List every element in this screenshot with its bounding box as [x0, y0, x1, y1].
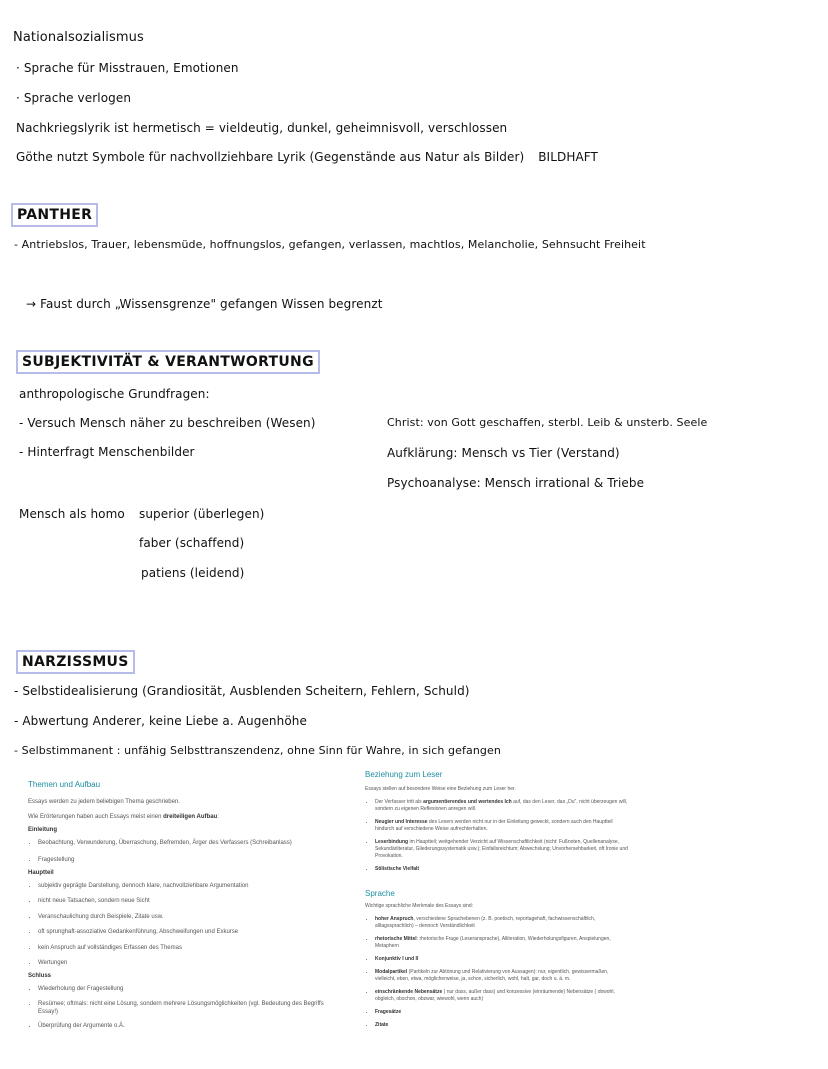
print-left-heading: Themen und Aufbau: [28, 780, 101, 789]
list-item: • nicht neue Tatsachen, sondern neue Sicht: [38, 897, 348, 905]
list-item: • Der Verfasser tritt als argumentierendes und wertendes Ich auf, das den Leser, das „Du", nicht überzeugen will, sondern zu eigenen Reflexionen anregen will.: [375, 798, 630, 813]
right-line-2: Aufklärung: Mensch vs Tier (Verstand): [387, 446, 620, 460]
print-right-panel: [365, 770, 630, 1034]
list-item: • rhetorische Mittel: rhetorische Frage (Leseransprache), Alliteration, Wiederholungsfiguren, Anspielungen, Metaphern: [375, 935, 630, 950]
print-left-schluss: Schluss: [28, 973, 52, 980]
homo-item-3: patiens (leidend): [141, 566, 245, 580]
narz-line-1: - Selbstidealisierung (Grandiosität, Ausblenden Scheitern, Fehlern, Schuld): [14, 684, 470, 698]
homo-intro: Mensch als homo: [19, 507, 125, 521]
nazi-line-1: · Sprache für Misstrauen, Emotionen: [16, 61, 239, 75]
list-item: • kein Anspruch auf vollständiges Erfassen des Themas: [38, 944, 348, 952]
print-right-heading2: Sprache: [365, 888, 395, 898]
print-left-einleitung-list: [28, 839, 348, 864]
notes-title: Nationalsozialismus: [13, 30, 144, 45]
print-right-intro2: Wichtige sprachliche Merkmale des Essays sind:: [365, 902, 474, 909]
list-item: • subjektiv geprägte Darstellung, dennoch klare, nachvollziehbare Argumentation: [38, 882, 348, 890]
list-item: • Veranschaulichung durch Beispiele, Zitate usw.: [38, 913, 348, 921]
anthro-line: anthropologische Grundfragen:: [19, 387, 210, 401]
print-left-panel: [28, 780, 348, 1031]
panther-heading: PANTHER: [11, 203, 98, 227]
list-item: • Resümee; oftmals: nicht eine Lösung, sondern mehrere Lösungsmöglichkeiten (vgl. Bedeutung des Begriffs Essay!): [38, 1000, 338, 1017]
goethe-text: Göthe nutzt Symbole für nachvollziehbare Lyrik (Gegenstände aus Natur als Bilder): [16, 150, 525, 164]
narz-line-2: - Abwertung Anderer, keine Liebe a. Augenhöhe: [14, 714, 307, 728]
list-item: • Überprüfung der Argumente o.Ä.: [38, 1022, 348, 1030]
list-item: • einschränkende Nebensätze ( nur dass, außer dass) und konzessive (einräumende) Nebensätze ( obwohl, obgleich, obschon, obzwar, wiewohl, wenn auch): [375, 988, 630, 1003]
narz-heading: NARZISSMUS: [16, 650, 135, 674]
right-line-1: Christ: von Gott geschaffen, sterbl. Leib & unsterb. Seele: [387, 416, 708, 429]
print-left-intro2: Wie Erörterungen haben auch Essays meist einen dreiteiligen Aufbau:: [28, 814, 219, 821]
list-item: • Modalpartikel (Partikeln zur Abtönung und Relativierung von Aussagen): nur, eigentlich, gewissermaßen, vielleicht, eben, etwa, möglicherweise, ja, schon, sicherlich, wohl, halt, gar, doch u. ä. m.: [375, 968, 630, 983]
print-left-intro1: Essays werden zu jedem beliebigen Thema geschrieben.: [28, 799, 180, 805]
right-line-3: Psychoanalyse: Mensch irrational & Triebe: [387, 476, 645, 490]
list-item: • Konjunktiv I und II: [375, 955, 630, 963]
homo-item-2: faber (schaffend): [139, 536, 245, 550]
list-item: • Neugier und Interesse des Lesers werden nicht nur in der Einleitung geweckt, sondern auch den Hauptteil hindurch auf verschiedene Weise aufrechterhalten.: [375, 818, 630, 833]
homo-item-1: superior (überlegen): [139, 507, 265, 521]
print-left-einleitung: Einleitung: [28, 827, 57, 834]
narz-line-3: - Selbstimmanent : unfähig Selbsttranszendenz, ohne Sinn für Wahre, in sich gefangen: [14, 744, 501, 757]
print-right-list1: [365, 798, 630, 873]
print-right-list2: [365, 915, 630, 1029]
print-right-heading1: Beziehung zum Leser: [365, 770, 443, 779]
left-line-1: - Versuch Mensch näher zu beschreiben (Wesen): [19, 416, 316, 430]
list-item: • oft sprunghaft-assoziative Gedankenführung, Abschweifungen und Exkurse: [38, 928, 348, 936]
print-left-hauptteil: Hauptteil: [28, 869, 54, 876]
list-item: • Wertungen: [38, 959, 348, 967]
print-right-intro1: Essays stellen auf besondere Weise eine Beziehung zum Leser her.: [365, 786, 516, 792]
nazi-line-2: · Sprache verlogen: [16, 91, 132, 105]
goethe-tag: BILDHAFT: [538, 150, 598, 164]
list-item: • Zitate: [375, 1021, 630, 1029]
list-item: • Stilistische Vielfalt: [375, 865, 630, 873]
faust-line: → Faust durch „Wissensgrenze" gefangen Wissen begrenzt: [26, 297, 383, 311]
list-item: • Wiederholung der Fragestellung: [38, 985, 348, 993]
print-left-schluss-list: [28, 985, 348, 1031]
list-item: • Fragestellung: [38, 856, 348, 864]
subjekt-heading: SUBJEKTIVITÄT & VERANTWORTUNG: [16, 350, 320, 374]
print-left-hauptteil-list: [28, 882, 348, 967]
list-item: • Leserbindung im Hauptteil; weitgehender Verzicht auf Wissenschaftlichkeit (nicht: Fußnoten, Quellenanalyse, Sekundärliteratur, Gliederungssystematik usw.); Einfallsreichtum; Abwechslung; Unvorhersehbarkeit, oft Ironie und Provokation.: [375, 838, 630, 860]
goethe-line: [16, 150, 598, 164]
list-item: • hoher Anspruch, verschiedene Sprachebenen (z. B. poetisch, reportagehaft, fachwissenschaftlich, alltagssprachlich) – dennoch Verständlichkeit: [375, 915, 630, 930]
left-line-2: - Hinterfragt Menschenbilder: [19, 445, 195, 459]
nachkrieg-line: Nachkriegslyrik ist hermetisch = vieldeutig, dunkel, geheimnisvoll, verschlossen: [16, 121, 508, 135]
list-item: • Fragesätze: [375, 1008, 630, 1016]
panther-line: - Antriebslos, Trauer, lebensmüde, hoffnungslos, gefangen, verlassen, machtlos, Melancholie, Sehnsucht Freiheit: [14, 238, 646, 251]
list-item: • Beobachtung, Verwunderung, Überraschung, Befremden, Ärger des Verfassers (Schreibanlass): [38, 839, 348, 847]
